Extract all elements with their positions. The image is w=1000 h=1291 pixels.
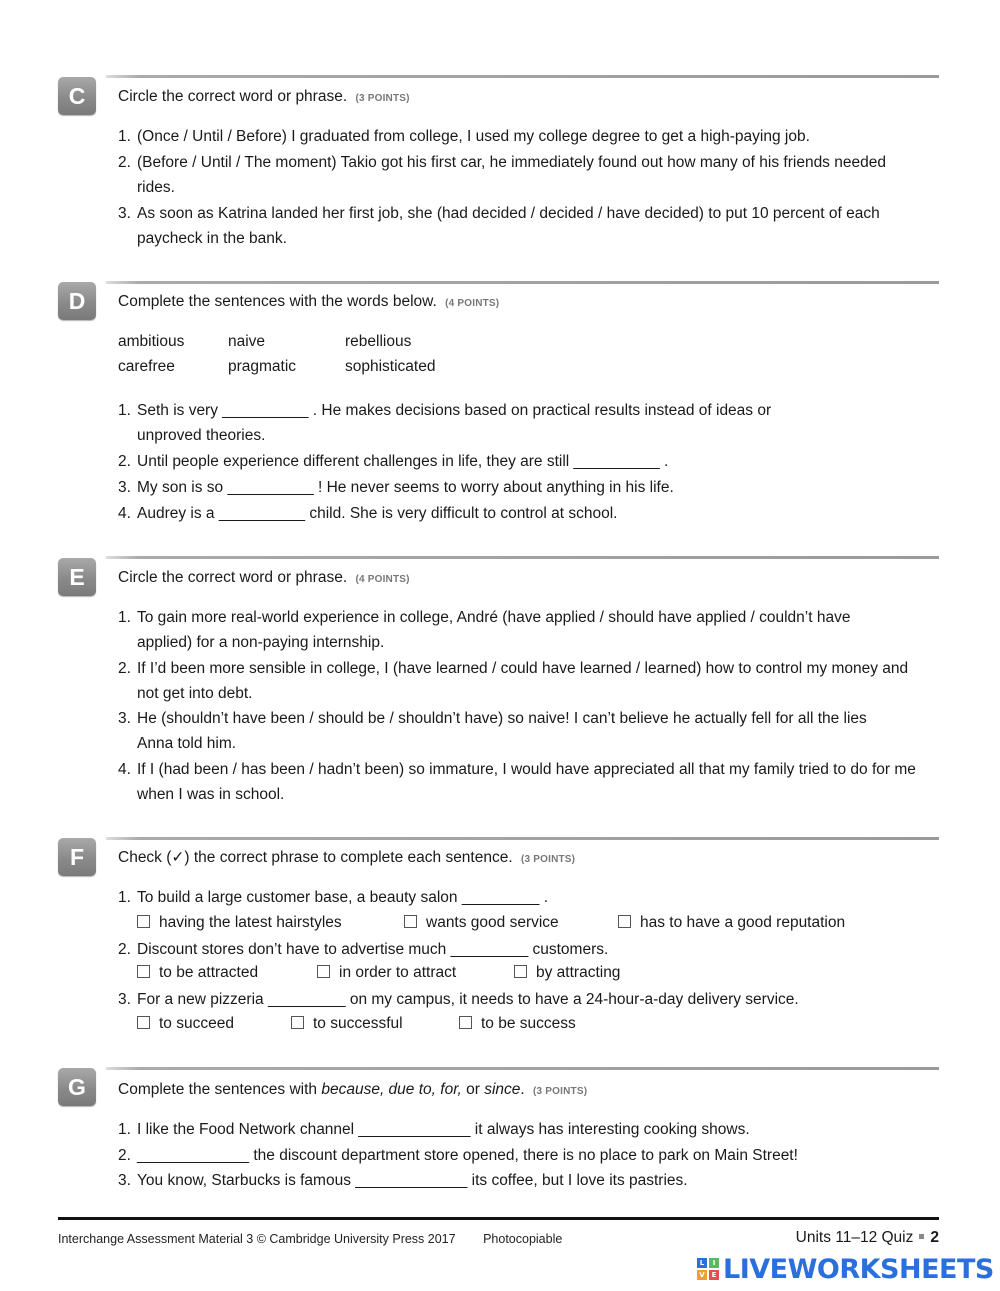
page-number: 2 [930, 1229, 939, 1246]
option-label: by attracting [536, 964, 621, 981]
question-item [118, 657, 938, 706]
option-label: to be success [481, 1015, 576, 1032]
item-text: _____________ the discount department store opened, there is no place to park on Main Street! [137, 1147, 798, 1164]
question-item [118, 938, 938, 963]
item-number: 3. [118, 991, 131, 1008]
word-bank-item: sophisticated [345, 358, 436, 375]
item-number: 2. [118, 941, 131, 958]
instruction-text: Circle the correct word or phrase. [118, 569, 348, 586]
question-item [118, 450, 938, 475]
section-d-badge: D [58, 282, 96, 320]
logo-letter: I [709, 1258, 719, 1268]
copyright-text: Interchange Assessment Material 3 © Cambridge University Press 2017 [58, 1232, 456, 1246]
footer-copyright [58, 1232, 562, 1246]
word-bank-item: ambitious [118, 333, 185, 350]
item-number: 4. [118, 761, 131, 778]
question-item [118, 988, 938, 1013]
option-choice[interactable] [459, 1015, 576, 1033]
item-text: Until people experience different challenges in life, they are still __________ . [137, 453, 669, 470]
question-item [118, 606, 938, 655]
word-bank-item: naive [228, 333, 266, 350]
item-text: If I’d been more sensible in college, I (have learned / could have learned / learned) how to control my money and not get into debt. [137, 660, 909, 702]
instruction-text: or [461, 1081, 485, 1098]
option-label: has to have a good reputation [640, 914, 846, 931]
question-item [118, 399, 938, 448]
item-text: If I (had been / has been / hadn’t been) so immature, I would have appreciated all that my family tried to do for me when I was in school. [137, 761, 916, 803]
item-number: 2. [118, 660, 131, 677]
quiz-title: Units 11–12 Quiz [795, 1229, 914, 1246]
section-e-instruction [118, 569, 410, 587]
section-e-rule [106, 556, 939, 559]
item-text: You know, Starbucks is famous _____________ its coffee, but I love its pastries. [137, 1172, 688, 1189]
option-choice[interactable] [404, 914, 559, 932]
option-choice[interactable] [137, 914, 342, 932]
checkbox[interactable] [459, 1016, 472, 1029]
option-choice[interactable] [317, 964, 456, 982]
instruction-text: Circle the correct word or phrase. [118, 88, 348, 105]
photocopiable-label: Photocopiable [483, 1232, 563, 1246]
question-item [118, 125, 938, 150]
item-number: 3. [118, 205, 131, 222]
instruction-italic: since [484, 1081, 521, 1098]
option-label: in order to attract [339, 964, 457, 981]
question-item [118, 707, 938, 756]
item-text: For a new pizzeria _________ on my campus, it needs to have a 24-hour-a-day delivery service. [137, 991, 799, 1008]
item-number: 2. [118, 1147, 131, 1164]
item-text: He (shouldn’t have been / should be / shouldn’t have) so naive! I can’t believe he actually fell for all the lies Anna told him. [137, 710, 867, 752]
item-number: 3. [118, 1172, 131, 1189]
section-f-badge: F [58, 838, 96, 876]
word-bank-item: pragmatic [228, 358, 297, 375]
points-label: (4 POINTS) [445, 298, 500, 309]
item-text: I like the Food Network channel _____________ it always has interesting cooking shows. [137, 1121, 750, 1138]
item-number: 4. [118, 505, 131, 522]
section-f-instruction [118, 848, 575, 867]
section-c-instruction [118, 88, 410, 106]
checkbox[interactable] [137, 915, 150, 928]
logo-letter: V [697, 1270, 707, 1280]
points-label: (3 POINTS) [533, 1086, 588, 1097]
points-label: (4 POINTS) [355, 574, 410, 585]
item-number: 3. [118, 479, 131, 496]
question-item [118, 1118, 938, 1143]
instruction-text: . [520, 1081, 525, 1098]
checkbox[interactable] [291, 1016, 304, 1029]
square-bullet-icon [919, 1234, 924, 1239]
item-number: 1. [118, 1121, 131, 1138]
checkbox[interactable] [404, 915, 417, 928]
item-text: Discount stores don’t have to advertise much _________ customers. [137, 941, 609, 958]
word-bank-item: rebellious [345, 333, 412, 350]
question-item [118, 502, 938, 527]
instruction-text: Check (✓) the correct phrase to complete each sentence. [118, 849, 513, 866]
item-text: (Before / Until / The moment) Takio got his first car, he immediately found out how many of his friends needed rides. [137, 154, 886, 196]
footer-rule [58, 1217, 939, 1220]
logo-letter: E [709, 1270, 719, 1280]
item-text: My son is so __________ ! He never seems to worry about anything in his life. [137, 479, 674, 496]
points-label: (3 POINTS) [520, 854, 576, 865]
item-text: Audrey is a __________ child. She is very difficult to control at school. [137, 505, 618, 522]
question-item [118, 758, 938, 807]
checkbox[interactable] [137, 965, 150, 978]
section-d-rule [106, 281, 939, 284]
question-item [118, 202, 938, 251]
section-e-badge: E [58, 558, 96, 596]
section-g-instruction [118, 1081, 587, 1099]
item-number: 1. [118, 889, 131, 906]
option-label: to successful [313, 1015, 403, 1032]
item-number: 1. [118, 609, 131, 626]
checkbox[interactable] [514, 965, 527, 978]
question-item [118, 476, 938, 501]
question-item [118, 1169, 938, 1194]
checkbox[interactable] [317, 965, 330, 978]
item-number: 1. [118, 128, 131, 145]
word-bank-item: carefree [118, 358, 175, 375]
points-label: (3 POINTS) [355, 93, 410, 104]
footer-quiz-label [796, 1229, 939, 1247]
checkbox[interactable] [618, 915, 631, 928]
item-text: To build a large customer base, a beauty salon _________ . [137, 889, 549, 906]
option-choice[interactable] [618, 914, 845, 932]
option-label: wants good service [426, 914, 559, 931]
section-c-badge: C [58, 77, 96, 115]
question-item [118, 886, 938, 911]
question-item [118, 1144, 938, 1169]
item-text: As soon as Katrina landed her first job, she (had decided / decided / have decided) to put 10 percent of each paycheck in the bank. [137, 205, 880, 247]
item-number: 3. [118, 710, 131, 727]
question-item [118, 151, 938, 200]
item-number: 2. [118, 154, 131, 171]
item-text: Seth is very __________ . He makes decisions based on practical results instead of ideas or unproved theories. [137, 402, 772, 444]
checkbox[interactable] [137, 1016, 150, 1029]
section-d-instruction [118, 293, 499, 311]
option-label: to succeed [159, 1015, 234, 1032]
item-text: To gain more real-world experience in college, André (have applied / should have applied / couldn’t have applied) for a non-paying internship. [137, 609, 851, 651]
item-number: 1. [118, 402, 131, 419]
item-text: (Once / Until / Before) I graduated from college, I used my college degree to get a high-paying job. [137, 128, 810, 145]
logo-grid-icon [697, 1258, 721, 1284]
instruction-italic: because, due to, for, [321, 1081, 462, 1098]
instruction-text: Complete the sentences with [118, 1081, 322, 1098]
instruction-text: Complete the sentences with the words below. [118, 293, 437, 310]
logo-letter: L [697, 1258, 707, 1268]
section-g-badge: G [58, 1068, 96, 1106]
option-label: having the latest hairstyles [159, 914, 342, 931]
option-choice[interactable] [291, 1015, 403, 1033]
option-choice[interactable] [137, 964, 258, 982]
section-f-rule [106, 837, 939, 840]
option-label: to be attracted [159, 964, 259, 981]
option-choice[interactable] [137, 1015, 234, 1033]
item-number: 2. [118, 453, 131, 470]
section-g-rule [106, 1067, 939, 1070]
section-c-rule [106, 75, 939, 78]
logo-wordmark: LIVEWORKSHEETS [723, 1254, 994, 1285]
option-choice[interactable] [514, 964, 620, 982]
